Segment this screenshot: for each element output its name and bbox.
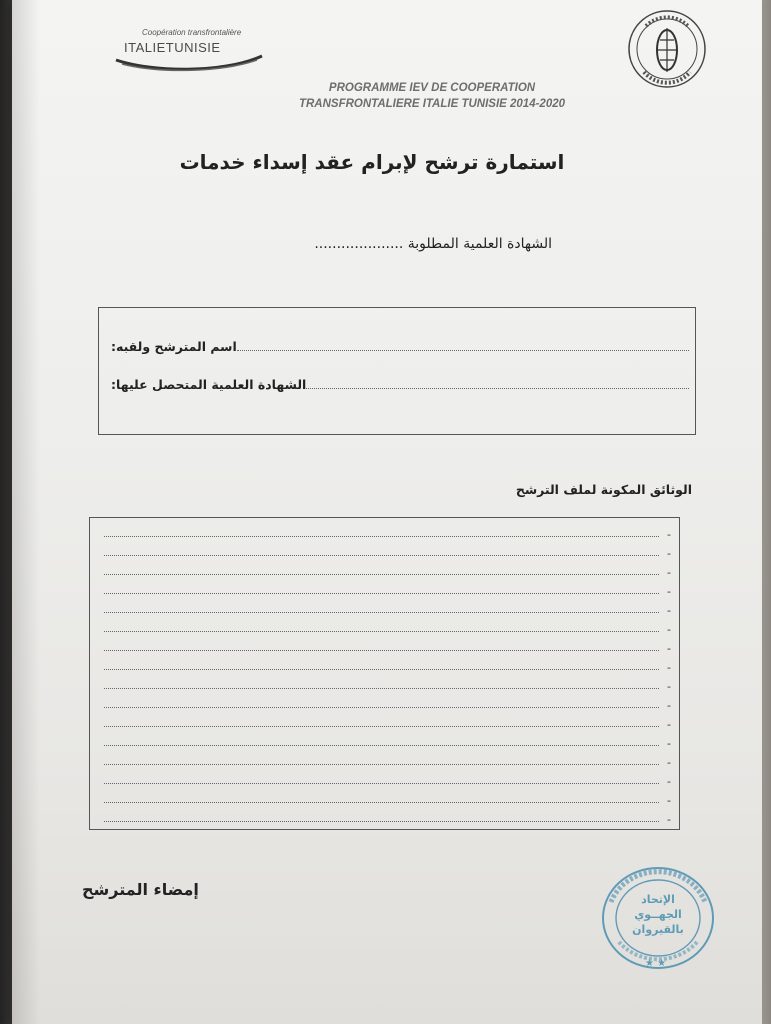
document-line[interactable]	[104, 655, 671, 674]
italie-tunisie-logo	[112, 28, 272, 78]
document-line[interactable]	[104, 807, 671, 826]
document-line-field[interactable]	[104, 555, 659, 556]
document-line-field[interactable]	[104, 726, 659, 727]
candidate-name-label: اسم المترشح ولقبه:	[111, 339, 237, 354]
document-line-bullet: -	[667, 813, 671, 826]
programme-line-1: PROGRAMME IEV DE COOPERATION	[328, 82, 536, 94]
document-line-bullet: -	[667, 680, 671, 693]
candidate-degree-field[interactable]	[306, 376, 689, 389]
document-line-bullet: -	[667, 566, 671, 579]
logo-name: ITALIETUNISIE	[124, 40, 221, 55]
document-line-field[interactable]	[104, 707, 659, 708]
programme-header	[212, 80, 652, 112]
candidate-degree-row	[109, 376, 689, 392]
logo-tagline: Coopération transfrontalière	[142, 28, 242, 37]
document-line-bullet: -	[667, 756, 671, 769]
document-line-field[interactable]	[104, 821, 659, 822]
stamp-text: الإتحاد الجهــوي بالقيروان	[632, 893, 684, 936]
required-degree: الشهادة العلمية المطلوبة ....................	[314, 236, 552, 252]
programme-line-2: TRANSFRONTALIERE ITALIE TUNISIE 2014-2020	[298, 98, 566, 110]
document-line-bullet: -	[667, 528, 671, 541]
document-line-bullet: -	[667, 604, 671, 617]
document-line[interactable]	[104, 522, 671, 541]
document-line[interactable]	[104, 750, 671, 769]
edge-shadow	[0, 0, 40, 1024]
document-line-field[interactable]	[104, 688, 659, 689]
document-line-bullet: -	[667, 775, 671, 788]
document-line[interactable]	[104, 693, 671, 712]
document-line-bullet: -	[667, 794, 671, 807]
document-line-field[interactable]	[104, 536, 659, 537]
document-line[interactable]	[104, 560, 671, 579]
candidate-name-field[interactable]	[237, 338, 689, 351]
document-line-bullet: -	[667, 585, 671, 598]
document-line-bullet: -	[667, 547, 671, 560]
svg-text:★ ★: ★ ★	[645, 958, 667, 969]
candidate-signature-label: إمضاء المترشح	[82, 880, 199, 899]
document-line[interactable]	[104, 617, 671, 636]
document-line-field[interactable]	[104, 783, 659, 784]
document-line-bullet: -	[667, 661, 671, 674]
document-line-field[interactable]	[104, 593, 659, 594]
documents-heading: الوثائق المكونة لملف الترشح	[515, 482, 692, 497]
candidate-name-row	[109, 338, 689, 354]
form-sheet	[12, 0, 762, 1024]
logo-swoosh-icon	[112, 50, 272, 76]
document-line-bullet: -	[667, 642, 671, 655]
candidate-degree-label: الشهادة العلمية المتحصل عليها:	[111, 377, 307, 392]
document-line[interactable]	[104, 712, 671, 731]
document-line[interactable]	[104, 674, 671, 693]
document-line-field[interactable]	[104, 612, 659, 613]
document-line-field[interactable]	[104, 764, 659, 765]
document-line[interactable]	[104, 598, 671, 617]
union-stamp-icon	[597, 862, 719, 974]
document-line-bullet: -	[667, 623, 671, 636]
document-line-field[interactable]	[104, 650, 659, 651]
document-line[interactable]	[104, 769, 671, 788]
document-line-field[interactable]	[104, 574, 659, 575]
document-line[interactable]	[104, 541, 671, 560]
document-line-field[interactable]	[104, 631, 659, 632]
document-line[interactable]	[104, 731, 671, 750]
document-line[interactable]	[104, 636, 671, 655]
document-line-field[interactable]	[104, 802, 659, 803]
candidate-info-box	[98, 307, 696, 435]
document-line-bullet: -	[667, 718, 671, 731]
document-line-bullet: -	[667, 699, 671, 712]
document-line-bullet: -	[667, 737, 671, 750]
document-line-field[interactable]	[104, 669, 659, 670]
document-line[interactable]	[104, 788, 671, 807]
document-line-field[interactable]	[104, 745, 659, 746]
form-title: استمارة ترشح لإبرام عقد إسداء خدمات	[179, 150, 565, 174]
document-line[interactable]	[104, 579, 671, 598]
documents-box	[89, 517, 680, 830]
